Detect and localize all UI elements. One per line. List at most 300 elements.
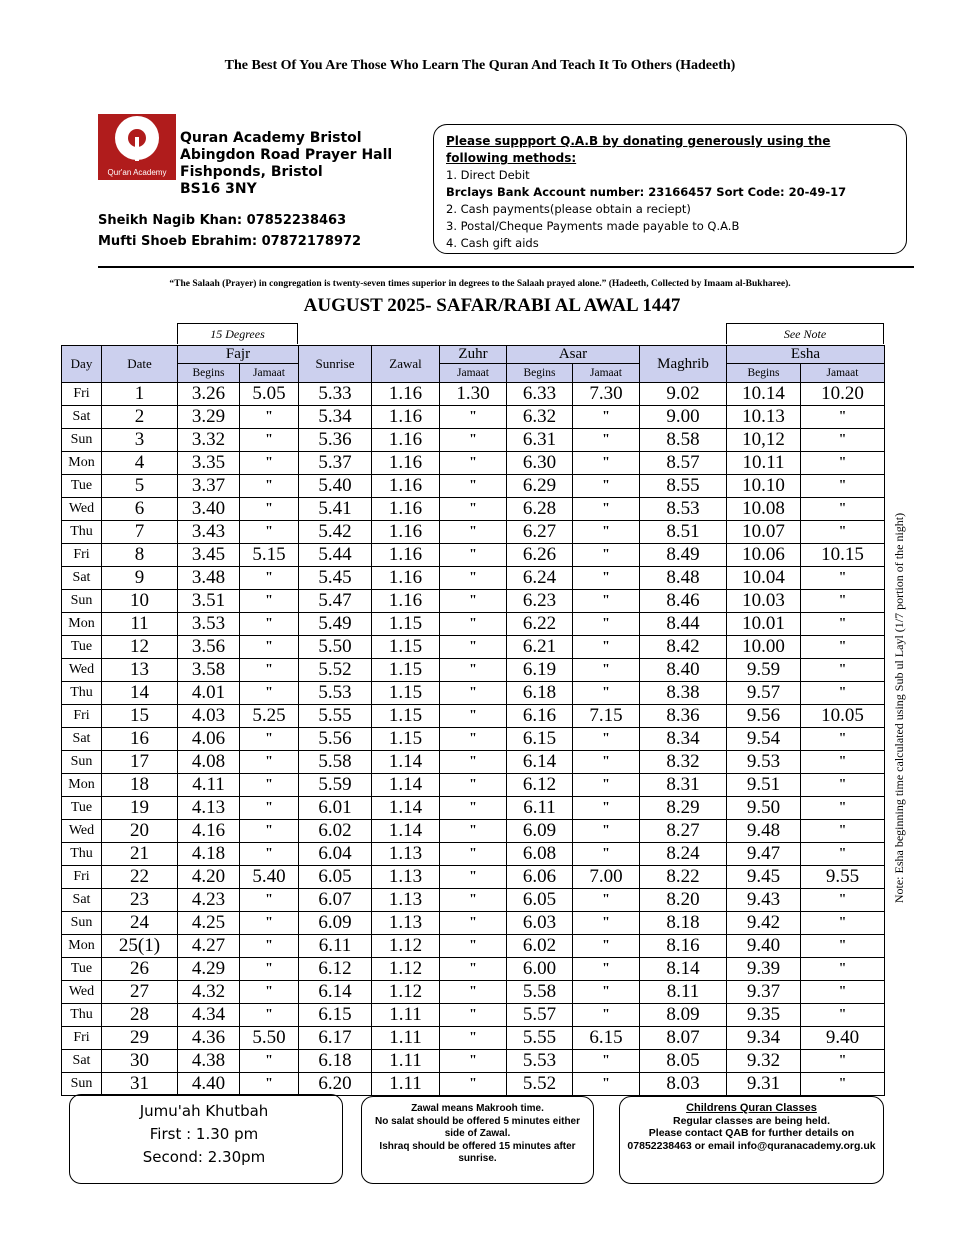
cell-maghrib: 8.55 [640,475,727,498]
cell-zuhr-jamaat: " [440,567,507,590]
cell-zuhr-jamaat: " [440,1073,507,1096]
cell-maghrib: 8.29 [640,797,727,820]
cell-fajr-jamaat: 5.40 [240,866,299,889]
cell-fajr-jamaat: " [240,613,299,636]
table-row [62,406,885,429]
table-row [62,728,885,751]
col-zawal: Zawal [372,346,440,383]
classes-box [619,1096,884,1184]
address-line-1: Quran Academy Bristol [180,130,362,146]
cell-maghrib: 8.38 [640,682,727,705]
cell-esha-begins: 10.00 [727,636,801,659]
cell-fajr-jamaat: " [240,567,299,590]
cell-esha-jamaat: " [801,958,885,981]
cell-maghrib: 8.03 [640,1073,727,1096]
cell-zuhr-jamaat: 1.30 [440,383,507,406]
cell-date: 31 [102,1073,178,1096]
cell-zawal: 1.15 [372,613,440,636]
cell-zawal: 1.16 [372,544,440,567]
zawal-line: No salat should be offered 5 minutes either side of Zawal. [374,1115,581,1139]
cell-date: 30 [102,1050,178,1073]
cell-esha-jamaat: " [801,935,885,958]
table-row [62,866,885,889]
address-line-2: Abingdon Road Prayer Hall [180,147,393,163]
cell-esha-jamaat: " [801,521,885,544]
cell-asar-jamaat: " [573,1050,640,1073]
table-row [62,1004,885,1027]
table-row [62,889,885,912]
table-row [62,613,885,636]
cell-sunrise: 5.42 [299,521,372,544]
cell-maghrib: 8.09 [640,1004,727,1027]
col-esha: Esha [727,346,885,364]
cell-asar-jamaat: " [573,728,640,751]
cell-asar-begins: 6.08 [507,843,573,866]
cell-asar-begins: 6.21 [507,636,573,659]
cell-fajr-begins: 4.34 [178,1004,240,1027]
cell-asar-jamaat: " [573,682,640,705]
cell-fajr-jamaat: " [240,728,299,751]
cell-esha-jamaat: " [801,636,885,659]
table-row [62,475,885,498]
table-row [62,935,885,958]
cell-asar-jamaat: " [573,590,640,613]
cell-asar-jamaat: " [573,912,640,935]
cell-day: Tue [62,958,102,981]
cell-day: Fri [62,1027,102,1050]
cell-zawal: 1.13 [372,912,440,935]
cell-esha-begins: 9.34 [727,1027,801,1050]
cell-date: 24 [102,912,178,935]
classes-title: Childrens Quran Classes [686,1102,817,1114]
cell-asar-jamaat: " [573,981,640,1004]
cell-date: 6 [102,498,178,521]
table-row [62,636,885,659]
cell-sunrise: 5.40 [299,475,372,498]
cell-zuhr-jamaat: " [440,682,507,705]
fajr-degrees-note: 15 Degrees [177,323,298,344]
cell-sunrise: 6.18 [299,1050,372,1073]
cell-zawal: 1.16 [372,452,440,475]
cell-esha-jamaat: " [801,429,885,452]
cell-fajr-begins: 4.25 [178,912,240,935]
table-row [62,774,885,797]
cell-fajr-begins: 3.48 [178,567,240,590]
cell-asar-jamaat: " [573,1073,640,1096]
cell-asar-begins: 6.14 [507,751,573,774]
cell-asar-jamaat: " [573,843,640,866]
cell-sunrise: 6.02 [299,820,372,843]
cell-zuhr-jamaat: " [440,429,507,452]
cell-fajr-jamaat: " [240,797,299,820]
cell-esha-jamaat: " [801,682,885,705]
cell-asar-begins: 5.53 [507,1050,573,1073]
cell-date: 22 [102,866,178,889]
cell-fajr-jamaat: " [240,429,299,452]
cell-fajr-begins: 3.35 [178,452,240,475]
cell-date: 10 [102,590,178,613]
cell-sunrise: 5.41 [299,498,372,521]
cell-sunrise: 5.47 [299,590,372,613]
cell-fajr-begins: 3.51 [178,590,240,613]
cell-asar-begins: 6.28 [507,498,573,521]
cell-esha-jamaat: " [801,820,885,843]
cell-asar-jamaat: " [573,797,640,820]
cell-maghrib: 8.46 [640,590,727,613]
contact-sheikh: Sheikh Nagib Khan: 07852238463 [98,213,347,228]
cell-zawal: 1.11 [372,1027,440,1050]
cell-fajr-begins: 4.08 [178,751,240,774]
cell-asar-jamaat: " [573,475,640,498]
cell-sunrise: 6.07 [299,889,372,912]
table-row [62,751,885,774]
cell-esha-jamaat: " [801,843,885,866]
cell-asar-begins: 5.57 [507,1004,573,1027]
cell-esha-jamaat: " [801,590,885,613]
cell-sunrise: 5.33 [299,383,372,406]
cell-zuhr-jamaat: " [440,1004,507,1027]
cell-esha-begins: 10.08 [727,498,801,521]
col-date: Date [102,346,178,383]
cell-esha-begins: 9.45 [727,866,801,889]
cell-fajr-begins: 4.18 [178,843,240,866]
address-line-4: BS16 3NY [180,181,257,197]
cell-fajr-jamaat: " [240,981,299,1004]
cell-sunrise: 6.14 [299,981,372,1004]
cell-esha-jamaat: " [801,1050,885,1073]
cell-date: 29 [102,1027,178,1050]
cell-maghrib: 9.02 [640,383,727,406]
table-row [62,429,885,452]
cell-maghrib: 8.14 [640,958,727,981]
asar-begins: Begins [507,364,573,383]
cell-maghrib: 8.44 [640,613,727,636]
cell-zuhr-jamaat: " [440,843,507,866]
cell-asar-begins: 6.12 [507,774,573,797]
cell-date: 5 [102,475,178,498]
cell-esha-begins: 9.57 [727,682,801,705]
cell-asar-jamaat: " [573,406,640,429]
cell-asar-begins: 5.55 [507,1027,573,1050]
cell-esha-jamaat: " [801,498,885,521]
cell-date: 3 [102,429,178,452]
cell-date: 28 [102,1004,178,1027]
cell-zawal: 1.11 [372,1050,440,1073]
cell-maghrib: 8.34 [640,728,727,751]
cell-date: 26 [102,958,178,981]
classes-line: Please contact QAB for further details on [648,1127,855,1139]
cell-day: Sun [62,912,102,935]
cell-maghrib: 8.32 [640,751,727,774]
cell-zawal: 1.15 [372,705,440,728]
table-row [62,820,885,843]
cell-fajr-jamaat: " [240,889,299,912]
cell-esha-jamaat: " [801,613,885,636]
cell-zuhr-jamaat: " [440,452,507,475]
cell-zawal: 1.16 [372,475,440,498]
cell-asar-jamaat: " [573,1004,640,1027]
cell-date: 2 [102,406,178,429]
cell-maghrib: 8.27 [640,820,727,843]
cell-maghrib: 8.58 [640,429,727,452]
cell-asar-jamaat: " [573,659,640,682]
cell-fajr-jamaat: " [240,406,299,429]
cell-asar-begins: 6.22 [507,613,573,636]
cell-sunrise: 6.12 [299,958,372,981]
cell-esha-begins: 9.39 [727,958,801,981]
table-row [62,544,885,567]
cell-esha-begins: 10,12 [727,429,801,452]
cell-esha-begins: 9.40 [727,935,801,958]
cell-esha-begins: 10.04 [727,567,801,590]
cell-zawal: 1.15 [372,682,440,705]
cell-esha-jamaat: " [801,475,885,498]
cell-fajr-jamaat: " [240,475,299,498]
cell-day: Tue [62,475,102,498]
cell-fajr-begins: 3.37 [178,475,240,498]
cell-fajr-begins: 4.38 [178,1050,240,1073]
logo-emblem-stem-icon [135,137,139,161]
cell-fajr-begins: 4.27 [178,935,240,958]
cell-zawal: 1.14 [372,797,440,820]
cell-esha-begins: 9.53 [727,751,801,774]
cell-asar-begins: 6.24 [507,567,573,590]
cell-asar-jamaat: " [573,452,640,475]
cell-zawal: 1.16 [372,406,440,429]
divider [98,266,914,268]
cell-maghrib: 8.48 [640,567,727,590]
cell-day: Sun [62,429,102,452]
cell-fajr-jamaat: " [240,843,299,866]
cell-zuhr-jamaat: " [440,590,507,613]
cell-esha-jamaat: " [801,889,885,912]
jumuah-second: Second: 2.30pm [142,1148,266,1166]
cell-fajr-begins: 3.26 [178,383,240,406]
cell-zuhr-jamaat: " [440,751,507,774]
cell-day: Sun [62,1073,102,1096]
cell-asar-begins: 6.00 [507,958,573,981]
cell-esha-begins: 10.03 [727,590,801,613]
congregation-hadeeth: “The Salaah (Prayer) in congregation is twenty-seven times superior in degrees to the Salaah prayed alone.” (Hadeeth, Collected by Imaam al-Bukharee). [169,279,791,289]
cell-esha-jamaat: " [801,406,885,429]
cell-asar-begins: 6.11 [507,797,573,820]
cell-zawal: 1.12 [372,958,440,981]
cell-asar-jamaat: " [573,567,640,590]
cell-maghrib: 8.49 [640,544,727,567]
cell-esha-begins: 10.06 [727,544,801,567]
col-sunrise: Sunrise [299,346,372,383]
zuhr-jamaat: Jamaat [440,364,507,383]
cell-date: 8 [102,544,178,567]
cell-zuhr-jamaat: " [440,544,507,567]
cell-date: 16 [102,728,178,751]
cell-fajr-begins: 4.01 [178,682,240,705]
cell-esha-jamaat: 10.20 [801,383,885,406]
cell-asar-begins: 6.23 [507,590,573,613]
cell-sunrise: 6.15 [299,1004,372,1027]
cell-esha-begins: 9.51 [727,774,801,797]
table-row [62,912,885,935]
cell-sunrise: 5.55 [299,705,372,728]
top-hadeeth-quote: The Best Of You Are Those Who Learn The Quran And Teach It To Others (Hadeeth) [224,58,736,73]
cell-asar-begins: 6.16 [507,705,573,728]
fajr-jamaat: Jamaat [240,364,299,383]
cell-fajr-begins: 4.11 [178,774,240,797]
cell-zuhr-jamaat: " [440,820,507,843]
cell-esha-begins: 9.31 [727,1073,801,1096]
cell-sunrise: 5.44 [299,544,372,567]
cell-zawal: 1.14 [372,751,440,774]
classes-line: 07852238463 or email info@quranacademy.org.uk [627,1139,876,1152]
cell-day: Fri [62,383,102,406]
cell-sunrise: 5.58 [299,751,372,774]
cell-esha-jamaat: " [801,452,885,475]
cell-zawal: 1.13 [372,889,440,912]
cell-day: Sun [62,590,102,613]
cell-zawal: 1.14 [372,820,440,843]
cell-maghrib: 8.16 [640,935,727,958]
cell-date: 12 [102,636,178,659]
cell-zawal: 1.16 [372,383,440,406]
cell-asar-begins: 6.26 [507,544,573,567]
cell-asar-begins: 5.52 [507,1073,573,1096]
cell-asar-jamaat: " [573,958,640,981]
cell-fajr-begins: 3.58 [178,659,240,682]
cell-zuhr-jamaat: " [440,981,507,1004]
cell-esha-jamaat: " [801,774,885,797]
cell-date: 23 [102,889,178,912]
cell-esha-begins: 9.37 [727,981,801,1004]
donation-line: Brclays Bank Account number: 23166457 Sort Code: 20-49-17 [446,185,847,199]
cell-fajr-jamaat: 5.05 [240,383,299,406]
cell-esha-jamaat: " [801,728,885,751]
cell-esha-begins: 10.01 [727,613,801,636]
cell-asar-begins: 6.09 [507,820,573,843]
cell-fajr-jamaat: " [240,498,299,521]
cell-zuhr-jamaat: " [440,498,507,521]
cell-esha-begins: 10.14 [727,383,801,406]
cell-date: 15 [102,705,178,728]
cell-esha-jamaat: " [801,567,885,590]
cell-zawal: 1.14 [372,774,440,797]
cell-asar-jamaat: " [573,889,640,912]
cell-zawal: 1.16 [372,521,440,544]
cell-fajr-jamaat: " [240,636,299,659]
cell-fajr-begins: 4.32 [178,981,240,1004]
col-asar: Asar [507,346,640,364]
esha-see-note: See Note [726,323,884,344]
logo-text: Qur'an Academy [107,168,167,177]
cell-day: Mon [62,613,102,636]
cell-maghrib: 8.05 [640,1050,727,1073]
cell-day: Thu [62,843,102,866]
esha-begins: Begins [727,364,801,383]
table-row [62,590,885,613]
cell-sunrise: 5.34 [299,406,372,429]
cell-zuhr-jamaat: " [440,797,507,820]
contact-mufti: Mufti Shoeb Ebrahim: 07872178972 [98,234,362,249]
cell-sunrise: 6.05 [299,866,372,889]
cell-fajr-jamaat: " [240,935,299,958]
cell-day: Wed [62,981,102,1004]
cell-asar-begins: 6.33 [507,383,573,406]
cell-date: 1 [102,383,178,406]
col-day: Day [62,346,102,383]
cell-fajr-begins: 4.06 [178,728,240,751]
cell-fajr-jamaat: " [240,1050,299,1073]
cell-fajr-begins: 4.13 [178,797,240,820]
cell-esha-jamaat: 10.15 [801,544,885,567]
table-row [62,1073,885,1096]
cell-esha-jamaat: " [801,1073,885,1096]
cell-asar-begins: 6.27 [507,521,573,544]
table-row [62,383,885,406]
cell-sunrise: 5.53 [299,682,372,705]
cell-esha-begins: 9.43 [727,889,801,912]
donation-title: Please suppport Q.A.B by donating generously using the following methods: [446,134,831,165]
col-fajr: Fajr [178,346,299,364]
cell-day: Sat [62,406,102,429]
cell-fajr-jamaat: " [240,751,299,774]
cell-esha-jamaat: 10.05 [801,705,885,728]
cell-fajr-begins: 4.20 [178,866,240,889]
cell-zuhr-jamaat: " [440,958,507,981]
cell-esha-begins: 9.42 [727,912,801,935]
cell-date: 4 [102,452,178,475]
cell-asar-begins: 6.32 [507,406,573,429]
cell-date: 20 [102,820,178,843]
cell-date: 19 [102,797,178,820]
cell-asar-begins: 6.15 [507,728,573,751]
cell-fajr-jamaat: " [240,682,299,705]
cell-sunrise: 6.20 [299,1073,372,1096]
cell-zawal: 1.15 [372,659,440,682]
cell-zuhr-jamaat: " [440,889,507,912]
zawal-line: Ishraq should be offered 15 minutes after sunrise. [379,1140,576,1164]
cell-esha-begins: 9.32 [727,1050,801,1073]
cell-asar-jamaat: " [573,544,640,567]
cell-esha-begins: 10.07 [727,521,801,544]
cell-fajr-begins: 3.29 [178,406,240,429]
cell-maghrib: 8.57 [640,452,727,475]
cell-zawal: 1.15 [372,728,440,751]
cell-zuhr-jamaat: " [440,406,507,429]
cell-fajr-begins: 3.53 [178,613,240,636]
cell-zuhr-jamaat: " [440,912,507,935]
cell-day: Fri [62,705,102,728]
cell-day: Tue [62,636,102,659]
cell-zawal: 1.15 [372,636,440,659]
zawal-note-box [361,1096,594,1184]
cell-sunrise: 6.01 [299,797,372,820]
cell-sunrise: 6.17 [299,1027,372,1050]
cell-zuhr-jamaat: " [440,866,507,889]
cell-date: 13 [102,659,178,682]
cell-esha-jamaat: " [801,1004,885,1027]
cell-sunrise: 6.09 [299,912,372,935]
cell-asar-begins: 6.19 [507,659,573,682]
donation-line: 1. Direct Debit [446,168,530,182]
cell-day: Mon [62,452,102,475]
esha-jamaat: Jamaat [801,364,885,383]
cell-maghrib: 9.00 [640,406,727,429]
cell-zawal: 1.13 [372,866,440,889]
cell-sunrise: 5.36 [299,429,372,452]
cell-maghrib: 8.42 [640,636,727,659]
cell-date: 27 [102,981,178,1004]
cell-zuhr-jamaat: " [440,521,507,544]
cell-esha-begins: 9.56 [727,705,801,728]
